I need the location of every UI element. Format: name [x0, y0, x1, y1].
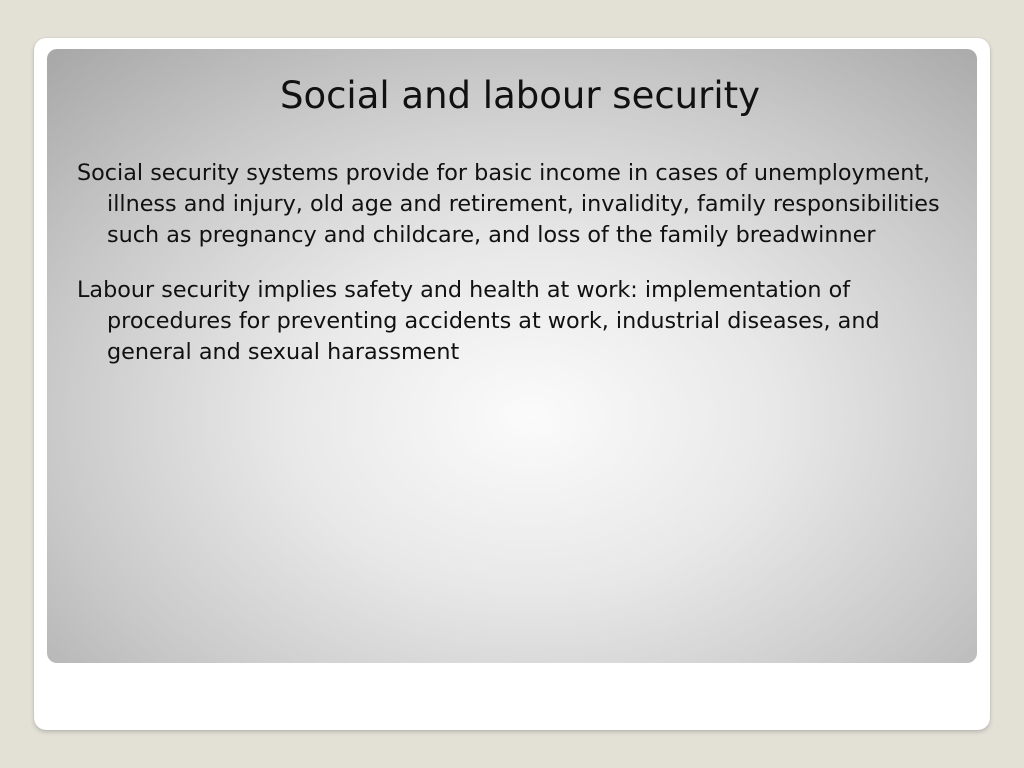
slide-title: Social and labour security — [279, 74, 761, 117]
bullet-social-security: Social security systems provide for basic income in cases of unemployment, illness and injury, old age and retirement, invalidity, family responsibilities such as pregnancy and childcare, and loss of the family breadwinner — [77, 160, 940, 248]
bullet-list — [77, 158, 962, 392]
bullet-labour-security: Labour security implies safety and health at work: implementation of procedures for preventing accidents at work, industrial diseases, and general and sexual harassment — [77, 277, 880, 365]
